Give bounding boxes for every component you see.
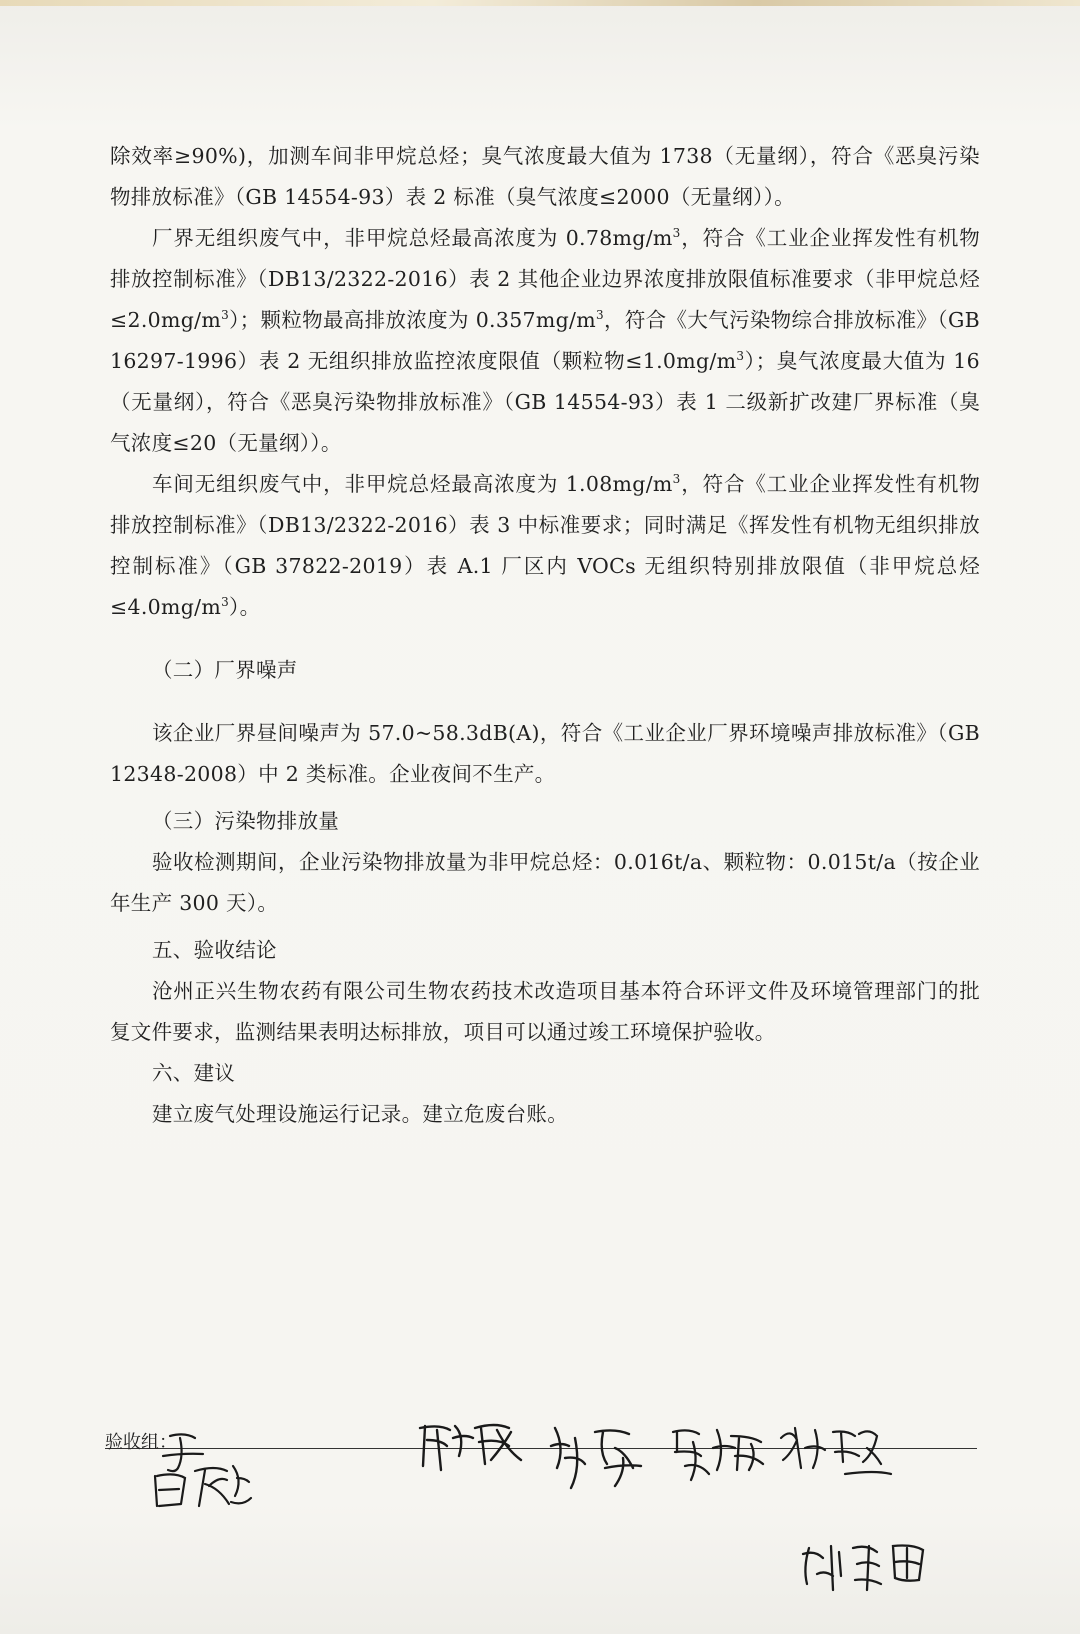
signature-area: [105, 1432, 985, 1634]
document-body: [110, 136, 980, 1135]
paragraph-emission: 验收检测期间，企业污染物排放量为非甲烷总烃：0.016t/a、颗粒物：0.015t/a（按企业年生产 300 天）。: [110, 850, 980, 915]
paragraph-suggestion: 建立废气处理设施运行记录。建立危废台账。: [152, 1102, 568, 1126]
sign-label: 验收组：: [105, 1432, 177, 1453]
heading-conclusion: 五、验收结论: [152, 938, 277, 962]
page-edge: [0, 0, 1080, 6]
heading-noise: （二）厂界噪声: [152, 658, 298, 682]
heading-suggestion: 六、建议: [152, 1061, 236, 1085]
paragraph-odor-result: 除效率≥90%)，加测车间非甲烷总烃；臭气浓度最大值为 1738（无量纲），符合《恶臭污染物排放标准》（GB 14554-93）表 2 标准（臭气浓度≤2000（无量纲））。: [110, 144, 980, 209]
paragraph-boundary-gas: 厂界无组织废气中，非甲烷总烃最高浓度为 $0.78mg/m^3$，符合《工业企业挥发性有机物排放控制标准》（DB13/2322-2016）表 2 其他企业边界浓度排放限值标准要求（非甲烷总烃$\le 2.0mg/m^3$）；颗粒物最高排放浓度为 $0.357mg/m^3$，符合《大气污染物综合排放标准》（GB 16297-1996）表 2 无组织排放监控浓度限值（颗粒物$\le 1.0mg/m^3$）；臭气浓度最大值为 16（无量纲），符合《恶臭污染物排放标准》（GB 14554-93）表 1 二级新扩改建厂界标准（臭气浓度≤20（无量纲））。: [110, 226, 981, 455]
signature-3: [545, 1418, 655, 1498]
signature-1: [125, 1426, 265, 1516]
signature-5: [775, 1418, 895, 1488]
paragraph-noise: 该企业厂界昼间噪声为 57.0~58.3dB(A)，符合《工业企业厂界环境噪声排放标准》（GB 12348-2008）中 2 类标准。企业夜间不生产。: [110, 721, 980, 786]
signature-6: [795, 1524, 945, 1624]
paragraph-conclusion: 沧州正兴生物农药有限公司生物农药技术改造项目基本符合环评文件及环境管理部门的批复文件要求，监测结果表明达标排放，项目可以通过竣工环境保护验收。: [110, 979, 980, 1044]
signature-2: [415, 1416, 535, 1486]
heading-emission: （三）污染物排放量: [152, 809, 340, 833]
paragraph-workshop-gas: 车间无组织废气中，非甲烷总烃最高浓度为 $1.08mg/m^3$，符合《工业企业挥发性有机物排放控制标准》（DB13/2322-2016）表 3 中标准要求；同时满足《挥发性有机物无组织排放控制标准》（GB 37822-2019）表 A.1 厂区内 VOCs 无组织特别排放限值（非甲烷总烃$\le 4.0mg/m^3$）。: [110, 472, 980, 619]
signature-4: [665, 1420, 775, 1490]
